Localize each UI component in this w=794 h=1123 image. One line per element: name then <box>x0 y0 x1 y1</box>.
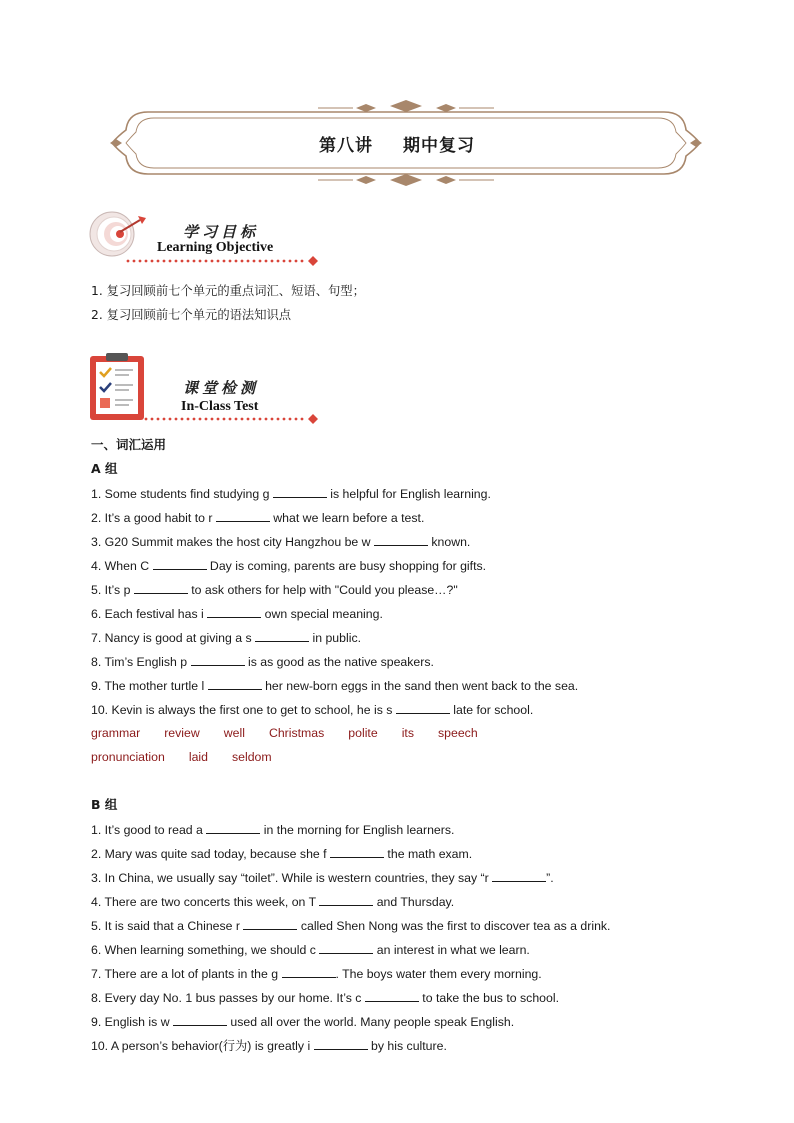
question-text: 7. There are a lot of plants in the g <box>91 967 282 981</box>
word-bank-word: polite <box>348 726 378 740</box>
question-item <box>91 1037 447 1054</box>
word-bank-word: speech <box>438 726 478 740</box>
question-text: 6. When learning something, we should c <box>91 943 320 957</box>
word-bank-word: well <box>223 726 245 740</box>
question-text: ”. <box>546 871 554 885</box>
question-text: 4. There are two concerts this week, on T <box>91 895 320 909</box>
question-text: in the morning for English learners. <box>260 823 455 837</box>
question-text: . The boys water them every morning. <box>335 967 542 981</box>
answer-blank[interactable] <box>153 557 207 570</box>
word-bank-word: seldom <box>232 750 272 764</box>
objective-item: 1. 复习回顾前七个单元的重点词汇、短语、句型； <box>91 284 365 298</box>
question-item <box>91 653 434 670</box>
question-item <box>91 605 383 622</box>
question-text: her new-born eggs in the sand then went back to the sea. <box>261 679 579 693</box>
answer-blank[interactable] <box>330 845 384 858</box>
question-text: 1. It’s good to read a <box>91 823 207 837</box>
question-text: 8. Every day No. 1 bus passes by our home. It’s c <box>91 991 365 1005</box>
word-bank-word: its <box>401 726 414 740</box>
question-text: late for school. <box>449 703 534 717</box>
question-text: 9. English is w <box>91 1015 174 1029</box>
question-text: to ask others for help with "Could you please…?" <box>187 583 458 597</box>
question-text: 10. A person’s behavior(行为) is greatly i <box>91 1039 314 1053</box>
question-text: an interest in what we learn. <box>373 943 530 957</box>
question-text: 3. In China, we usually say “toilet”. While is western countries, they say “r <box>91 871 493 885</box>
question-text: Day is coming, parents are busy shopping for gifts. <box>206 559 487 573</box>
test-heading-en: In-Class Test <box>181 399 259 414</box>
answer-blank[interactable] <box>206 821 260 834</box>
answer-blank[interactable] <box>319 893 373 906</box>
question-text: used all over the world. Many people speak English. <box>227 1015 515 1029</box>
answer-blank[interactable] <box>255 629 309 642</box>
answer-blank[interactable] <box>216 509 270 522</box>
group-a-label: A 组 <box>91 461 118 476</box>
page-title <box>0 131 794 156</box>
question-text: 9. The mother turtle l <box>91 679 208 693</box>
word-bank-word: Christmas <box>268 726 325 740</box>
answer-blank[interactable] <box>207 605 261 618</box>
question-text: 5. It’s p <box>91 583 134 597</box>
question-item <box>91 821 454 838</box>
question-item <box>91 1013 514 1030</box>
answer-blank[interactable] <box>319 941 373 954</box>
question-text: what we learn before a test. <box>269 511 425 525</box>
question-item <box>91 845 472 862</box>
dartboard-icon <box>90 212 146 256</box>
question-item <box>91 581 458 598</box>
question-text: 4. When C <box>91 559 153 573</box>
objective-heading-cn: 学习目标 <box>183 223 260 241</box>
question-text: 2. Mary was quite sad today, because she f <box>91 847 331 861</box>
question-item <box>91 701 533 718</box>
dotted-underline <box>145 414 318 424</box>
word-bank-word: laid <box>188 750 208 764</box>
question-text: is as good as the native speakers. <box>244 655 434 669</box>
question-text: in public. <box>309 631 362 645</box>
word-bank-word: pronunciation <box>91 750 165 764</box>
test-heading-cn: 课堂检测 <box>183 379 260 397</box>
word-bank-row <box>91 749 296 765</box>
answer-blank[interactable] <box>396 701 450 714</box>
answer-blank[interactable] <box>243 917 297 930</box>
question-item <box>91 629 361 646</box>
word-bank-row <box>91 725 502 741</box>
question-item <box>91 965 542 982</box>
question-item <box>91 941 530 958</box>
question-text: 10. Kevin is always the first one to get to school, he is s <box>91 703 396 717</box>
question-item <box>91 557 486 574</box>
question-text: 7. Nancy is good at giving a s <box>91 631 256 645</box>
question-text: known. <box>427 535 471 549</box>
question-item <box>91 869 554 886</box>
answer-blank[interactable] <box>173 1013 227 1026</box>
question-text: 2. It’s a good habit to r <box>91 511 216 525</box>
question-text: is helpful for English learning. <box>326 487 491 501</box>
question-item <box>91 677 578 694</box>
part1-heading: 一、词汇运用 <box>91 437 167 452</box>
answer-blank[interactable] <box>314 1037 368 1050</box>
question-item <box>91 485 491 502</box>
question-text: by his culture. <box>367 1039 447 1053</box>
group-b-label: B 组 <box>91 797 118 812</box>
answer-blank[interactable] <box>191 653 245 666</box>
clipboard-checklist-icon <box>90 353 144 420</box>
question-text: own special meaning. <box>261 607 383 621</box>
answer-blank[interactable] <box>273 485 327 498</box>
word-bank-word: grammar <box>91 726 141 740</box>
question-item <box>91 509 424 526</box>
answer-blank[interactable] <box>208 677 262 690</box>
question-text: and Thursday. <box>373 895 455 909</box>
lesson-number: 第八讲 <box>319 136 373 156</box>
answer-blank[interactable] <box>282 965 336 978</box>
answer-blank[interactable] <box>492 869 546 882</box>
answer-blank[interactable] <box>134 581 188 594</box>
question-item <box>91 917 610 934</box>
answer-blank[interactable] <box>374 533 428 546</box>
answer-blank[interactable] <box>365 989 419 1002</box>
objective-item: 2. 复习回顾前七个单元的语法知识点 <box>91 308 292 322</box>
question-text: 8. Tim’s English p <box>91 655 191 669</box>
question-item <box>91 893 454 910</box>
question-text: called Shen Nong was the first to discover tea as a drink. <box>297 919 611 933</box>
dotted-underline <box>127 256 318 266</box>
word-bank-word: review <box>164 726 200 740</box>
objective-heading-en: Learning Objective <box>157 240 274 255</box>
question-text: 6. Each festival has i <box>91 607 208 621</box>
question-text: 1. Some students find studying g <box>91 487 273 501</box>
question-text: 3. G20 Summit makes the host city Hangzhou be w <box>91 535 374 549</box>
question-text: to take the bus to school. <box>418 991 559 1005</box>
question-text: 5. It is said that a Chinese r <box>91 919 244 933</box>
question-item <box>91 989 559 1006</box>
lesson-topic: 期中复习 <box>403 136 475 156</box>
question-text: the math exam. <box>384 847 473 861</box>
question-item <box>91 533 470 550</box>
